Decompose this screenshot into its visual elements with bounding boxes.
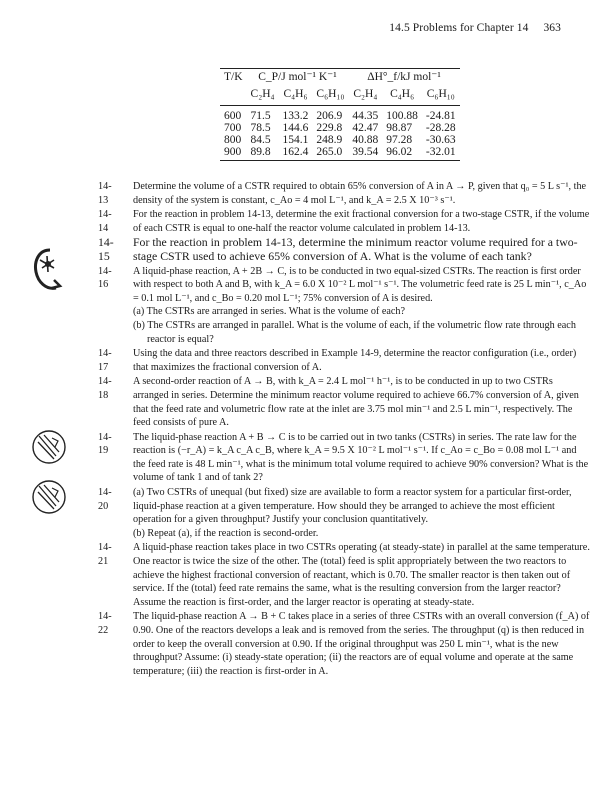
cell: 78.5 [250,122,271,134]
problem-part-b: (b) The CSTRs are arranged in parallel. What is the volume of each, if the volumetric flow rate through each reactor is equal? [133,319,576,345]
header-heat-capacity: C_P/J mol⁻¹ K⁻¹ [247,69,349,86]
species-dh-c2h4: C₂H₄ [348,85,382,106]
species-cp-c2h4: C₂H₄ [247,85,279,106]
e-z-solve-icon [30,428,68,466]
cell: 900 [220,146,247,161]
cell: 265.0 [312,146,348,161]
cell: 42.47 [352,122,379,134]
problem-text: A second-order reaction of A → B, with k_A = 2.4 L mol⁻¹ h⁻¹, is to be conducted in up to two CSTRs arranged in series. Determine the minimum reactor volume required to achieve 66.7% conversion of A, given that the feed rate and volumetric flow rate at the inlet are 3.75 mol min⁻¹ and 2.5 L min⁻¹, respectively. The feed consists of pure A. [133,376,579,429]
cell: 96.02 [382,146,422,161]
cell: -30.63 [425,134,456,146]
cell: 206.9 [316,110,343,122]
cell: 700 [224,122,242,134]
cell: -24.81 [425,110,456,122]
cell: 144.6 [282,122,309,134]
problem-number: 14-22 [98,611,112,636]
problem-text: Using the data and three reactors described in Example 14-9, determine the reactor configuration (i.e., order) that maximizes the fractional conversion of A. [133,348,577,373]
cell: 600 [224,110,242,122]
problem-number: 14-21 [98,542,112,568]
problem-text: A liquid-phase reaction, A + 2B → C, is to be conducted in two equal-sized CSTRs. The reaction is first order with respect to both A and B, with k_A = 6.0 X 10⁻² L mol⁻¹ s⁻¹. The volumetric feed rate is 25 L min⁻¹, c_Ao = 0.1 mol L⁻¹, and c_Bo = 0.20 mol L⁻¹; 75% conversion of A is desired. [133,265,587,304]
cell: -32.01 [422,146,460,161]
cell: 44.35 [352,110,379,122]
problem-14-13 [98,180,590,207]
problem-text: The liquid-phase reaction A + B → C is to be carried out in two tanks (CSTRs) in series. The rate law for the reaction is (−r_A) = k_A c_A c_B, where k_A = 9.5 X 10⁻² L mol⁻¹ s⁻¹. If c_Ao = c_Bo = 0.08 mol L⁻¹ and the feed rate is 48 L min⁻¹, what is the minimum total volume required to achieve 90% conversion? What is the volume of tank 1 and of tank 2? [133,431,589,484]
problem-14-22 [98,610,590,678]
problem-number: 14-18 [98,376,112,401]
problem-text: Determine the volume of a CSTR required to obtain 65% conversion of A in A → P, given that q₀ = 5 L s⁻¹, the density of the system is constant, c_Ao = 4 mol L⁻¹, and k_A = 2.5 X 10⁻³ s⁻¹. [133,181,587,206]
problem-number: 14-13 [98,181,112,206]
species-cp-c4h6: C₄H₆ [279,85,313,106]
problem-text: A liquid-phase reaction takes place in two CSTRs operating (at steady-state) in parallel at the same temperature. One reactor is twice the size of the other. The (total) feed is split appropriately between the two reactors to achieve the highest fractional conversion of reactant, which is 0.70. The smaller reactor is then taken out of service. If the (total) feed rate remains the same, what is the resulting conversion from the larger reactor? Assume the reaction is first-order, and the larger reactor is operating at steady-state. [133,542,590,608]
cell: 248.9 [316,134,343,146]
problem-text: (a) Two CSTRs of unequal (but fixed) size are available to form a reactor system for a particular first-order, liquid-phase reaction at a given temperature. How should they be arranged to achieve the most efficient operation for a given throughput? Justify your conclusion quantitatively. [133,487,572,526]
running-title: 14.5 Problems for Chapter 14 [389,22,529,34]
problem-part-a: (a) The CSTRs are arranged in series. What is the volume of each? [133,306,406,318]
cell: 71.5 [250,110,271,122]
species-cp-c6h10: C₆H₁₀ [312,85,348,106]
cell: 97.28 [386,134,413,146]
problem-number: 14-20 [98,487,112,512]
problem-14-15 [98,236,590,263]
cell: 100.88 [386,110,418,122]
problem-14-17 [98,347,590,374]
page-number: 363 [543,22,561,34]
cell: -28.28 [425,122,456,134]
table-header-row [220,69,460,86]
problem-number: 14-14 [98,209,112,234]
problem-14-19 [98,431,590,485]
problem-14-21 [98,541,590,609]
problem-number: 14-16 [98,265,112,291]
problem-text: For the reaction in problem 14-13, determine the exit fractional conversion for a two-stage CSTR, if the volume of each CSTR is equal to one-half the reactor volume calculated in problem 14-13. [133,209,590,234]
problem-14-16 [98,265,590,347]
problem-list [98,180,590,679]
table-row [220,146,460,161]
header-temperature: T/K [220,69,247,86]
species-dh-c4h6: C₄H₆ [382,85,422,106]
cell: 89.8 [247,146,279,161]
cell: 162.4 [279,146,313,161]
cell: 39.54 [348,146,382,161]
species-dh-c6h10: C₆H₁₀ [422,85,460,106]
cell: 133.2 [282,110,309,122]
problem-14-18 [98,375,590,429]
problem-part-b: (b) Repeat (a), if the reaction is second-order. [133,527,319,539]
table-row [220,134,460,146]
table-subheader-row [220,85,460,106]
cell: 98.87 [386,122,413,134]
problem-14-20 [98,486,590,540]
cell: 84.5 [250,134,271,146]
table-row [220,122,460,134]
cell: 40.88 [352,134,379,146]
problem-text: The liquid-phase reaction A → B + C takes place in a series of three CSTRs with an overall conversion (f_A) of 0.90. One of the reactors develops a leak and is removed from the series. The throughput (q) is then reduced in order to keep the overall conversion at 0.90. If the original throughput was 250 L min⁻¹, what is the new throughput? Assume: (i) steady-state operation; (ii) the reactors are of equal volume and operate at the same temperature; (iii) the reaction is first-order in A. [133,611,590,677]
header-enthalpy: ΔH°_f/kJ mol⁻¹ [348,69,459,86]
e-z-solve-icon [30,478,68,516]
cell: 229.8 [316,122,343,134]
problem-text: For the reaction in problem 14-13, determine the minimum reactor volume required for a two-stage CSTR used to achieve 65% conversion of A. What is the volume of each tank? [133,235,578,263]
problem-number: 14-15 [98,235,114,263]
page-header [389,22,561,34]
cell: 154.1 [282,134,309,146]
e-z-solve-icon [30,246,68,294]
problem-number: 14-19 [98,431,112,457]
cell: 800 [224,134,242,146]
table-row [220,106,460,123]
thermo-data-table [220,68,460,161]
problem-number: 14-17 [98,348,112,373]
problem-14-14 [98,208,590,235]
